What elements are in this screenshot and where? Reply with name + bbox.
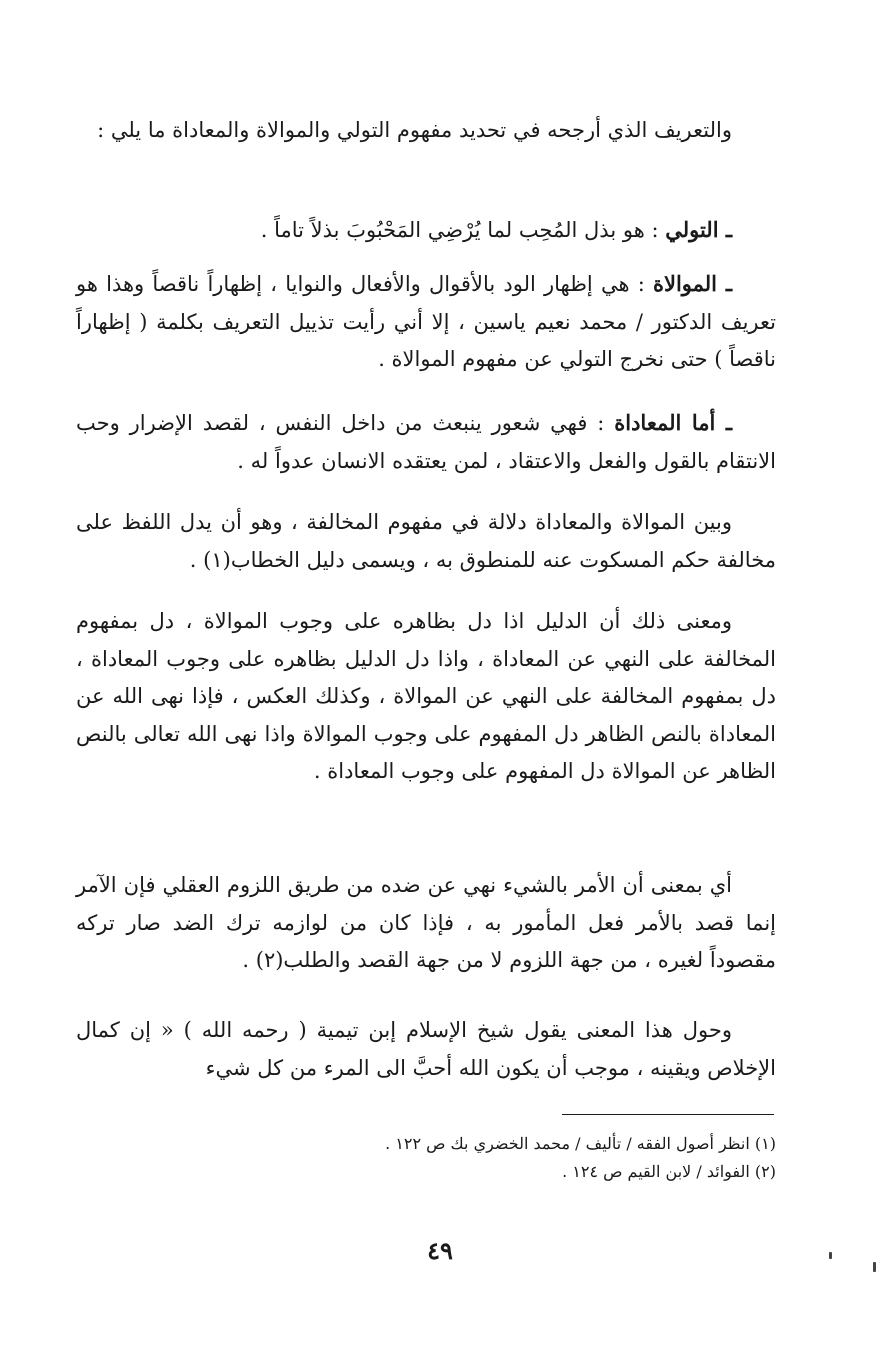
paragraph-text: ومعنى ذلك أن الدليل اذا دل بظاهره على وجوب الموالاة ، دل بمفهوم المخالفة على النهي عن المعاداة ، واذا دل الدليل بظاهره على وجوب المعاداة ، دل بمفهوم المخالفة على النهي عن الموالاة ، وكذلك العكس ، فإذا نهى الله عن المعاداة بالنص الظاهر دل المفهوم على وجوب الموالاة واذا نهى الله تعالى بالنص الظاهر عن الموالاة دل المفهوم على وجوب المعاداة .	[76, 609, 776, 783]
term-label: ـ أما المعاداة	[614, 410, 732, 435]
paragraph-explanation	[76, 603, 776, 791]
footnotes	[200, 1130, 776, 1186]
paragraph-muwalat	[76, 265, 776, 379]
paragraph-text: والتعريف الذي أرجحه في تحديد مفهوم التولي والموالاة والمعاداة ما يلي :	[97, 118, 732, 142]
paragraph-definition-intro	[76, 112, 776, 150]
footnote-1: (١) انظر أصول الفقه / تأليف / محمد الخضري بك ص ١٢٢ .	[385, 1134, 776, 1153]
paragraph-muadat	[76, 404, 776, 480]
paragraph-text: : فهي شعور ينبعث من داخل النفس ، لقصد الإضرار وحب الانتقام بالقول والفعل والاعتقاد ، لمن يعتقده الانسان عدواً له .	[76, 411, 776, 473]
term-label: ـ الموالاة	[652, 271, 732, 296]
paragraph-amr-nahy	[76, 867, 776, 980]
paragraph-mafhum-mukhalafa	[76, 504, 776, 579]
scan-speck	[829, 1252, 832, 1259]
footnote-2: (٢) الفوائد / لابن القيم ص ١٢٤ .	[562, 1162, 776, 1181]
paragraph-tawalli	[76, 211, 776, 250]
page-number: ٤٩	[427, 1236, 453, 1265]
paragraph-text: وحول هذا المعنى يقول شيخ الإسلام إبن تيمية ( رحمه الله ) « إن كمال الإخلاص ويقينه ، موجب أن يكون الله أحبَّ الى المرء من كل شيء	[76, 1018, 776, 1080]
paragraph-text: أي بمعنى أن الأمر بالشيء نهي عن ضده من طريق اللزوم العقلي فإن الآمر إنما قصد بالأمر فعل المأمور به ، فإذا كان من لوازمه ترك الضد صار تركه مقصوداً لغيره ، من جهة اللزوم لا من جهة القصد والطلب(٢) .	[76, 873, 776, 972]
paragraph-text: : هي إظهار الود بالأقوال والأفعال والنوايا ، إظهاراً ناقصاً وهذا هو تعريف الدكتور / محمد نعيم ياسين ، إلا أني رأيت تذييل التعريف بكلمة ( إظهاراً ناقصاً ) حتى نخرج التولي عن مفهوم الموالاة .	[76, 272, 776, 371]
term-label: ـ التولي	[665, 217, 732, 242]
paragraph-text: وبين الموالاة والمعاداة دلالة في مفهوم المخالفة ، وهو أن يدل اللفظ على مخالفة حكم المسكوت عنه للمنطوق به ، ويسمى دليل الخطاب(١) .	[76, 510, 776, 572]
paragraph-text: : هو بذل المُحِب لما يُرْضِي المَحْبُوبَ بذلاً تاماً .	[260, 218, 666, 242]
scan-speck	[873, 1262, 876, 1272]
paragraph-ibn-taymiyya	[76, 1012, 776, 1087]
footnote-divider	[562, 1114, 774, 1115]
